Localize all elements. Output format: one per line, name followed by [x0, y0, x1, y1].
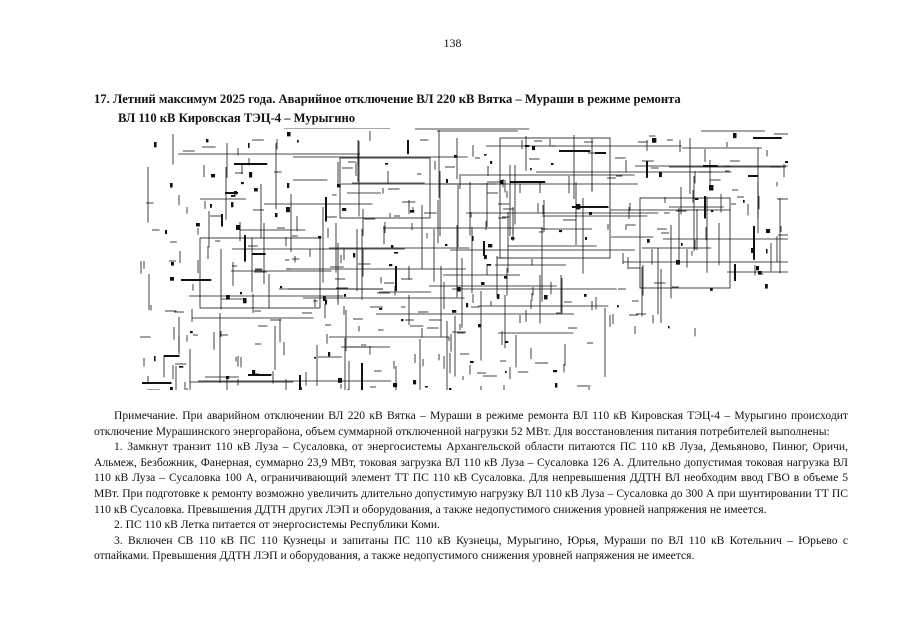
substation-block — [681, 243, 683, 246]
section-heading-line2: ВЛ 110 кВ Кировская ТЭЦ-4 – Мурыгино — [118, 111, 356, 125]
substation-block — [338, 378, 342, 383]
substation-block — [710, 288, 713, 291]
substation-block — [342, 208, 346, 211]
substation-block — [766, 249, 768, 253]
substation-block — [210, 204, 212, 208]
note-item-3: 3. Включен СВ 110 кВ ПС 110 Кузнецы и запитаны ПС 110 кВ Кузнецы, Мурыгино, Юрья, Мураши по ВЛ 110 кВ Котельнич – Юрьево с отпайками. Превышения ДДТН ЛЭП и оборудования, а также недопустимого снижения уровней напряжения не имеется. — [94, 533, 848, 563]
substation-block — [733, 133, 736, 138]
substation-block — [170, 387, 173, 390]
substation-block — [576, 204, 580, 209]
substation-block — [500, 180, 504, 184]
substation-block — [170, 277, 174, 281]
substation-block — [446, 179, 448, 183]
substation-block — [766, 229, 770, 233]
substation-block — [231, 202, 233, 207]
substation-block — [497, 294, 499, 299]
substation-block — [505, 341, 508, 343]
substation-block — [314, 357, 316, 359]
notes — [94, 408, 848, 564]
note-intro: Примечание. При аварийном отключении ВЛ 220 кВ Вятка – Мураши в режиме ремонта ВЛ 110 кВ Кировская ТЭЦ-4 – Мурыгино происходит отключение Мурашинского энергорайона, объем суммарной отключенной нагрузки 52 МВт. Для восстановления питания потребителей выполнены: — [94, 409, 848, 438]
substation-block — [275, 213, 277, 217]
substation-block — [226, 376, 229, 379]
substation-block — [652, 138, 656, 143]
substation-block — [504, 276, 507, 279]
substation-block — [487, 264, 491, 266]
substation-block — [353, 253, 355, 257]
substation-block — [394, 252, 398, 254]
substation-block — [478, 324, 481, 327]
substation-block — [532, 146, 535, 150]
substation-block — [196, 223, 200, 226]
grid-buses — [142, 138, 788, 390]
substation-block — [481, 282, 485, 285]
substation-block — [445, 244, 447, 246]
substation-block — [393, 383, 397, 387]
substation-block — [490, 161, 492, 164]
substation-block — [756, 266, 759, 270]
substation-block — [765, 284, 768, 289]
substation-block — [389, 264, 392, 266]
substation-block — [379, 308, 382, 310]
substation-block — [299, 387, 302, 390]
substation-block — [452, 310, 456, 313]
substation-block — [154, 356, 156, 361]
substation-block — [449, 388, 451, 390]
substation-block — [488, 244, 492, 247]
substation-block — [231, 195, 235, 197]
substation-block — [555, 383, 557, 388]
substation-block — [551, 163, 553, 165]
substation-block — [711, 210, 713, 212]
substation-block — [248, 143, 250, 148]
substation-block — [676, 260, 680, 265]
substation-block — [709, 185, 713, 190]
substation-block — [211, 174, 215, 177]
substation-block — [206, 139, 208, 142]
substation-block — [413, 380, 416, 384]
substation-block — [410, 210, 414, 213]
substation-block — [758, 271, 762, 275]
substation-block — [165, 230, 167, 234]
substation-block — [470, 361, 474, 363]
substation-block — [695, 198, 698, 200]
substation-block — [472, 236, 474, 241]
substation-block — [241, 182, 244, 184]
substation-block — [484, 255, 487, 259]
substation-block — [559, 230, 562, 232]
substation-block — [287, 183, 289, 188]
substation-block — [170, 183, 173, 188]
substation-block — [751, 248, 754, 253]
substation-block — [617, 305, 619, 307]
substation-block — [525, 145, 529, 147]
substation-block — [457, 287, 461, 292]
page-number: 138 — [443, 36, 462, 50]
substation-frame — [640, 198, 730, 288]
substation-block — [297, 140, 299, 143]
substation-frame — [200, 238, 320, 308]
substation-block — [287, 132, 291, 136]
substation-block — [454, 155, 457, 158]
substation-block — [484, 154, 487, 156]
substation-block — [337, 184, 341, 187]
substation-block — [154, 142, 157, 147]
substation-block — [328, 352, 330, 356]
substation-block — [280, 286, 282, 288]
substation-block — [647, 239, 650, 243]
substation-block — [659, 172, 662, 177]
note-item-2: 2. ПС 110 кВ Летка питается от энергосистемы Республики Коми. — [114, 518, 440, 532]
substation-block — [544, 295, 548, 299]
substation-block — [385, 163, 388, 165]
substation-block — [505, 371, 507, 373]
substation-block — [391, 245, 393, 248]
grid-lines — [140, 128, 788, 390]
substation-block — [190, 331, 193, 333]
substation-block — [243, 298, 247, 303]
substation-block — [318, 236, 321, 239]
substation-block — [425, 386, 428, 388]
substation-block — [511, 237, 514, 240]
section-heading — [94, 90, 854, 128]
substation-block — [240, 292, 242, 294]
substation-block — [171, 262, 174, 266]
substation-block — [589, 212, 592, 215]
substation-frame — [340, 158, 430, 218]
substation-block — [584, 294, 587, 297]
substation-block — [234, 191, 237, 195]
substation-block — [466, 303, 468, 307]
substation-block — [585, 237, 587, 240]
substation-block — [179, 366, 183, 368]
power-grid-diagram — [140, 128, 788, 390]
substation-block — [553, 370, 557, 372]
section-heading-line1: 17. Летний максимум 2025 года. Аварийное отключение ВЛ 220 кВ Вятка – Мураши в режиме ремонта — [94, 92, 681, 106]
substation-block — [668, 326, 670, 328]
substation-frame — [500, 138, 610, 258]
substation-block — [254, 188, 258, 191]
substation-block — [325, 300, 327, 305]
substation-block — [401, 319, 403, 321]
substation-block — [252, 370, 255, 374]
substation-block — [226, 295, 230, 300]
substation-block — [344, 294, 346, 297]
substation-block — [249, 172, 252, 177]
substation-block — [286, 207, 290, 212]
substation-block — [743, 200, 745, 203]
substation-block — [530, 168, 532, 170]
note-item-1: 1. Замкнут транзит 110 кВ Луза – Сусаловка, от энергосистемы Архангельской области питаются ПС 110 кВ Луза, Демьяново, Пинюг, Оричи, Альмеж, Безбожник, Фанерная, суммарно 23,9 МВт, токовая загрузка ВЛ 110 кВ Луза – Сусаловка 126 А. Длительно допустимая токовая нагрузка ВЛ 110 кВ Луза – Сусаловка 100 А, ограничивающий элемент ТТ ПС 110 кВ Сусаловка. Для непревышения ДДТН ВЛ необходим ввод ГВО в объеме 5 МВт. При подготовке к ремонту возможно увеличить длительно допустимую нагрузку ВЛ 110 кВ Луза – Сусаловка до 300 А при шунтировании ТТ ПС 110 кВ Сусаловка. Превышения ДДТН других ЛЭП и оборудования, а также недопустимого снижения уровней напряжения не имеется. — [94, 440, 848, 516]
substation-block — [236, 225, 240, 230]
